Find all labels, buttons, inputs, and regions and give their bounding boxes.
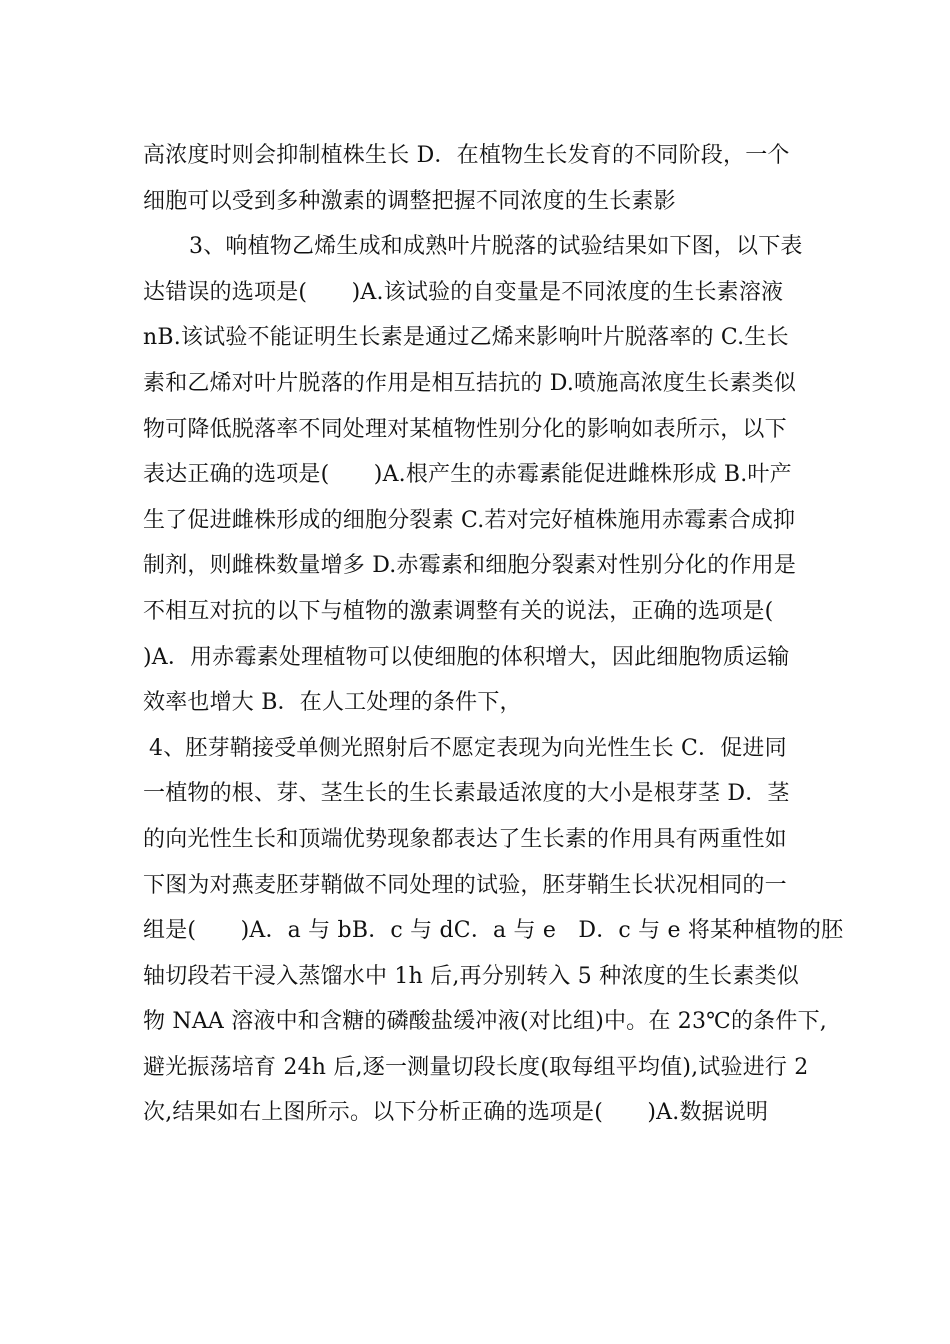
text-line: )A．用赤霉素处理植物可以使细胞的体积增大，因此细胞物质运输 [143,644,790,670]
text-line: 避光振荡培育 24h 后,逐一测量切段长度(取每组平均值),试验进行 2 [143,1054,809,1080]
text-line: 达错误的选项是( )A.该试验的自变量是不同浓度的生长素溶液 [143,279,784,305]
text-line: 高浓度时则会抑制植株生长 D．在植物生长发育的不同阶段，一个 [143,143,790,168]
text-line: 不相互对抗的以下与植物的激素调整有关的说法，正确的选项是( [143,598,774,624]
text-line: 生了促进雌株形成的细胞分裂素 C.若对完好植株施用赤霉素合成抑 [143,507,796,533]
text-line: 效率也增大 B．在人工处理的条件下， [143,690,522,716]
text-line: 次,结果如右上图所示。以下分析正确的选项是( )A.数据说明 [143,1100,769,1126]
text-line: 轴切段若干浸入蒸馏水中 1h 后,再分别转入 5 种浓度的生长素类似 [143,963,799,989]
text-line: 素和乙烯对叶片脱落的作用是相互拮抗的 D.喷施高浓度生长素类似 [143,370,797,396]
text-line: 制剂，则雌株数量增多 D.赤霉素和细胞分裂素对性别分化的作用是 [143,553,797,579]
text-line: 组是( )A．a 与 bB．c 与 dC．a 与 e D．c 与 e 将某种植物的胚 [143,918,844,944]
text-line: 的向光性生长和顶端优势现象都表达了生长素的作用具有两重性如 [143,826,787,852]
text-line: 下图为对燕麦胚芽鞘做不同处理的试验，胚芽鞘生长状况相同的一 [143,872,787,898]
text-line: 表达正确的选项是( )A.根产生的赤霉素能促进雌株形成 B.叶产 [143,462,792,488]
text-line: 一植物的根、芽、茎生长的生长素最适浓度的大小是根芽茎 D．茎 [143,781,790,807]
body-text [143,133,844,1136]
text-line: 物可降低脱落率不同处理对某植物性别分化的影响如表所示，以下 [143,416,787,442]
text-line: nB.该试验不能证明生长素是通过乙烯来影响叶片脱落率的 C.生长 [143,325,789,351]
text-line: 3、响植物乙烯生成和成熟叶片脱落的试验结果如下图，以下表 [189,234,803,260]
text-line: 4、胚芽鞘接受单侧光照射后不愿定表现为向光性生长 C．促进同 [149,735,787,761]
text-line: 物 NAA 溶液中和含糖的磷酸盐缓冲液(对比组)中。在 23℃的条件下, [143,1009,827,1035]
text-line: 细胞可以受到多种激素的调整把握不同浓度的生长素影 [143,188,676,214]
